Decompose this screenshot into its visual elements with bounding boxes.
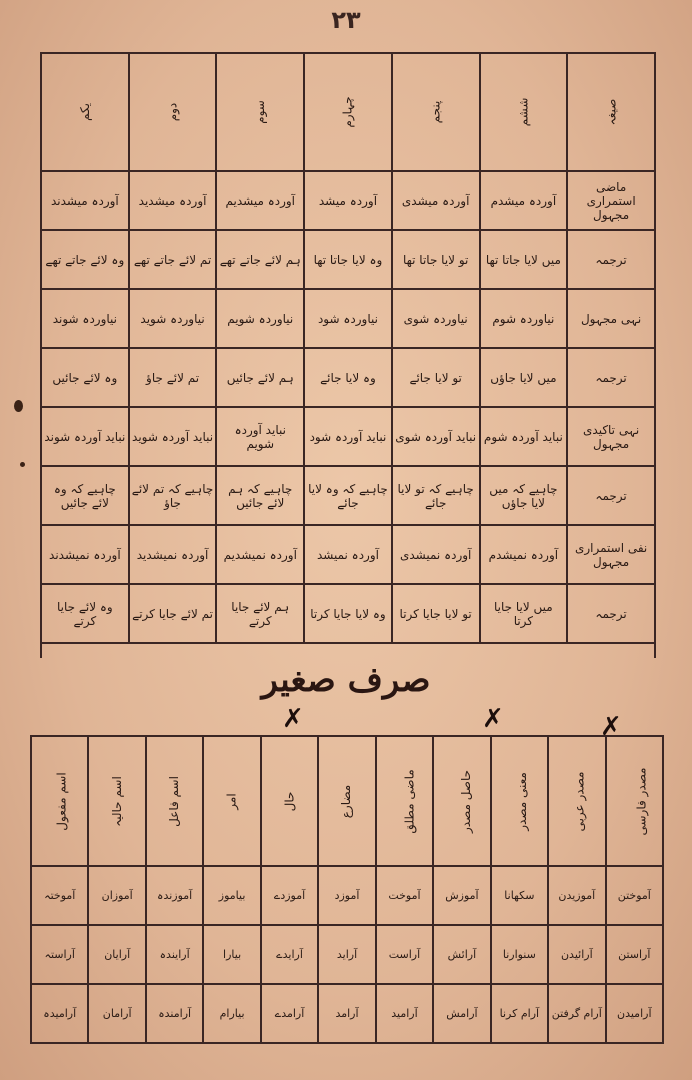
- header-cell: مصدر عربی: [548, 736, 605, 866]
- row-label: نفی استمراری مجہول: [567, 525, 655, 584]
- table-cell: آرامیدہ: [31, 984, 88, 1043]
- header-cell: مضارع: [318, 736, 375, 866]
- header-cell: معنی مصدر: [491, 736, 548, 866]
- table-cell: آموزدے: [261, 866, 318, 925]
- table-cell: آوردہ میشدیم: [216, 171, 304, 230]
- header-cell: اسم فاعل: [146, 736, 203, 866]
- header-cell: صیغہ: [567, 53, 655, 171]
- table-cell: آوردہ میشدند: [41, 171, 129, 230]
- header-cell: امر: [203, 736, 260, 866]
- table-cell: نباید آوردہ شویم: [216, 407, 304, 466]
- section-title: صرف صغیر: [261, 660, 431, 700]
- header-cell: اسم مفعول: [31, 736, 88, 866]
- cross-mark: ✗: [282, 704, 304, 734]
- table-cell: بیاموز: [203, 866, 260, 925]
- table-cell: آراید: [318, 925, 375, 984]
- header-cell: پنجم: [392, 53, 480, 171]
- table-cell: آوردہ میشد: [304, 171, 392, 230]
- table-cell: چاہیے کہ ہم لائے جائیں: [216, 466, 304, 525]
- table-cell: آموزش: [433, 866, 490, 925]
- table-cell: چاہیے کہ وہ لایا جائے: [304, 466, 392, 525]
- table-cell: آوردہ نمیشدم: [480, 525, 568, 584]
- row-label: ترجمہ: [567, 348, 655, 407]
- table-cell: آرامش: [433, 984, 490, 1043]
- table-cell: آرامید: [376, 984, 433, 1043]
- table-cell: نیاوردہ شوند: [41, 289, 129, 348]
- table-cell: آموخت: [376, 866, 433, 925]
- table-cell: آموزندہ: [146, 866, 203, 925]
- header-cell: دوم: [129, 53, 217, 171]
- header-cell: ششم: [480, 53, 568, 171]
- table-cell: آموختن: [606, 866, 663, 925]
- table-cell: نباید آوردہ شود: [304, 407, 392, 466]
- table-cell: تو لایا جائے: [392, 348, 480, 407]
- row-label: ترجمہ: [567, 584, 655, 643]
- table-cell: آرایدے: [261, 925, 318, 984]
- table-cell: نباید آوردہ شوند: [41, 407, 129, 466]
- table-cell: بیارام: [203, 984, 260, 1043]
- table-cell: آرائیدن: [548, 925, 605, 984]
- table-cell: آموزیدن: [548, 866, 605, 925]
- ink-stain: [14, 400, 23, 412]
- table-cell: آوردہ نمیشدیم: [216, 525, 304, 584]
- table-cell: چاہیے کہ تو لایا جائے: [392, 466, 480, 525]
- table-cell: چاہیے کہ میں لایا جاؤں: [480, 466, 568, 525]
- table-cell: تو لایا جاتا تھا: [392, 230, 480, 289]
- table-cell: آرامان: [88, 984, 145, 1043]
- row-label: ترجمہ: [567, 466, 655, 525]
- table-cell: آرام کرنا: [491, 984, 548, 1043]
- row-label: ترجمہ: [567, 230, 655, 289]
- table-cell: آوردہ نمیشدی: [392, 525, 480, 584]
- table-cell: ہم لائے جاتے تھے: [216, 230, 304, 289]
- cross-mark: ✗: [482, 704, 504, 734]
- table-cell: وہ لایا جائے: [304, 348, 392, 407]
- table-cell: آرائش: [433, 925, 490, 984]
- table-cell: نیاوردہ شوی: [392, 289, 480, 348]
- header-cell: حال: [261, 736, 318, 866]
- row-label: ماضی استمراری مجہول: [567, 171, 655, 230]
- blank-row: [41, 643, 655, 658]
- table-cell: نیاوردہ شود: [304, 289, 392, 348]
- table-cell: میں لایا جاتا تھا: [480, 230, 568, 289]
- table-cell: وہ لایا جایا کرتا: [304, 584, 392, 643]
- conjugation-table: [40, 52, 656, 658]
- table-cell: آوردہ نمیشدند: [41, 525, 129, 584]
- table-cell: آرایان: [88, 925, 145, 984]
- table-cell: آرامندہ: [146, 984, 203, 1043]
- header-cell: اسم حالیہ: [88, 736, 145, 866]
- sarf-table: [30, 735, 664, 1044]
- table-cell: وہ لائے جاتے تھے: [41, 230, 129, 289]
- table-cell: آموزد: [318, 866, 375, 925]
- ink-stain: [20, 462, 25, 467]
- table-cell: آراستن: [606, 925, 663, 984]
- table-cell: تم لائے جاؤ: [129, 348, 217, 407]
- header-cell: یکم: [41, 53, 129, 171]
- header-cell: چہارم: [304, 53, 392, 171]
- table-cell: وہ لائے جایا کرتے: [41, 584, 129, 643]
- header-cell: سوم: [216, 53, 304, 171]
- page-number: ۲۳: [331, 6, 361, 34]
- table-cell: آراستہ: [31, 925, 88, 984]
- table-cell: سکھانا: [491, 866, 548, 925]
- header-cell: ماضی مطلق: [376, 736, 433, 866]
- table-cell: تم لائے جایا کرتے: [129, 584, 217, 643]
- table-cell: آوردہ میشدم: [480, 171, 568, 230]
- table-cell: آرامیدن: [606, 984, 663, 1043]
- table-cell: ہم لائے جایا کرتے: [216, 584, 304, 643]
- table-cell: نباید آوردہ شوم: [480, 407, 568, 466]
- table-cell: میں لایا جایا کرتا: [480, 584, 568, 643]
- table-cell: نیاوردہ شویم: [216, 289, 304, 348]
- table-cell: نباید آوردہ شوید: [129, 407, 217, 466]
- cross-mark: ✗: [600, 712, 622, 742]
- table-cell: تم لائے جاتے تھے: [129, 230, 217, 289]
- table-cell: آوردہ میشدی: [392, 171, 480, 230]
- table-cell: نیاوردہ شوم: [480, 289, 568, 348]
- table-cell: میں لایا جاؤں: [480, 348, 568, 407]
- table-cell: آرایندہ: [146, 925, 203, 984]
- row-label: نہی مجہول: [567, 289, 655, 348]
- table-cell: آرامدے: [261, 984, 318, 1043]
- table-cell: آرام گرفتن: [548, 984, 605, 1043]
- table-cell: تو لایا جایا کرتا: [392, 584, 480, 643]
- table-cell: نیاوردہ شوید: [129, 289, 217, 348]
- table-cell: آراست: [376, 925, 433, 984]
- table-cell: آوردہ نمیشد: [304, 525, 392, 584]
- table-cell: چاہیے کہ تم لائے جاؤ: [129, 466, 217, 525]
- table-cell: ہم لائے جائیں: [216, 348, 304, 407]
- table-cell: آموزان: [88, 866, 145, 925]
- table-cell: بیارا: [203, 925, 260, 984]
- table-cell: آوردہ نمیشدید: [129, 525, 217, 584]
- table-cell: آوردہ میشدید: [129, 171, 217, 230]
- table-cell: وہ لایا جاتا تھا: [304, 230, 392, 289]
- table-cell: چاہیے کہ وہ لائے جائیں: [41, 466, 129, 525]
- header-cell: مصدر فارسی: [606, 736, 663, 866]
- header-cell: حاصل مصدر: [433, 736, 490, 866]
- table-cell: وہ لائے جائیں: [41, 348, 129, 407]
- row-label: نہی تاکیدی مجہول: [567, 407, 655, 466]
- table-cell: سنوارنا: [491, 925, 548, 984]
- table-cell: نباید آوردہ شوی: [392, 407, 480, 466]
- table-cell: آموختہ: [31, 866, 88, 925]
- table-cell: آرامد: [318, 984, 375, 1043]
